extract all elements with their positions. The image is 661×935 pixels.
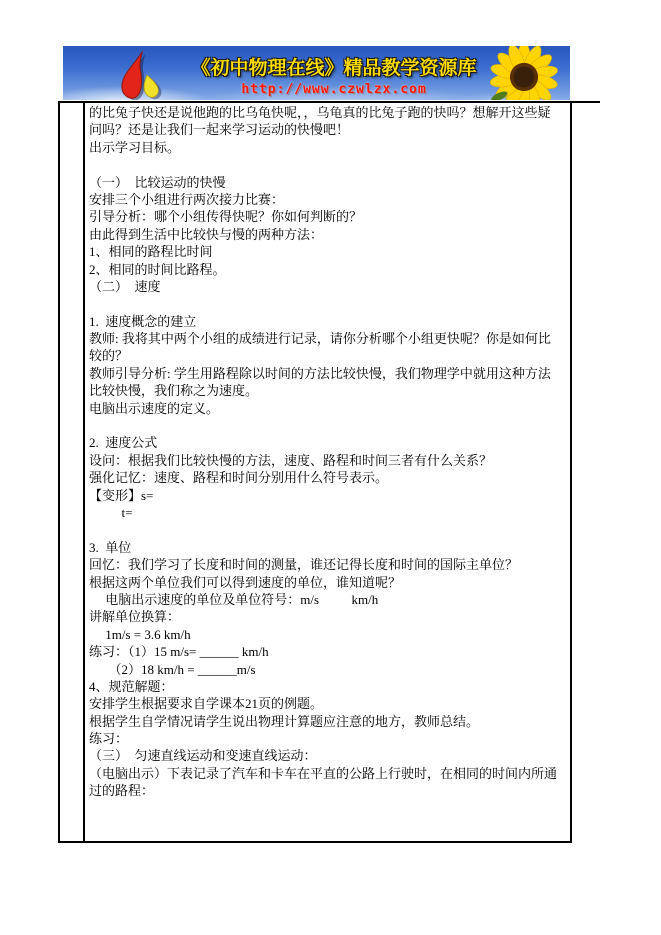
document-line: 讲解单位换算：: [89, 609, 181, 625]
sunflower-icon: [480, 46, 568, 100]
document-line: 教师引导分析: 学生用路程除以时间的方法比较快慢，我们物理学中就用这种方法: [89, 365, 551, 381]
document-line: 1m/s = 3.6 km/h: [89, 626, 191, 642]
document-line: 设问：根据我们比较快慢的方法，速度、路程和时间三者有什么关系？: [89, 452, 493, 468]
document-line: 安排学生根据要求自学课本21页的例题。: [89, 696, 324, 712]
document-line: 根据学生自学情况请学生说出物理计算题应注意的地方，教师总结。: [89, 713, 480, 729]
document-line: [89, 295, 567, 312]
document-line: 1、相同的路程比时间: [89, 244, 213, 260]
document-line: （一） 比较运动的快慢: [89, 174, 226, 190]
document-line: 根据这两个单位我们可以得到速度的单位，谁知道呢？: [89, 574, 402, 590]
document-line: 出示学习目标。: [89, 139, 181, 155]
document-line: 过的路程：: [89, 783, 155, 799]
document-line: （2）18 km/h = ______m/s: [89, 661, 256, 677]
document-line: 由此得到生活中比较快与慢的两种方法：: [89, 226, 324, 242]
banner-text-block: [183, 46, 485, 97]
document-line: 问吗？还是让我们一起来学习运动的快慢吧！: [89, 122, 350, 138]
document-line: 【变形】s=: [89, 487, 154, 503]
document-line: 比较快慢，我们称之为速度。: [89, 383, 259, 399]
table-left-column: [60, 103, 85, 841]
document-line: 练习：（1）15 m/s= ______ km/h: [89, 644, 269, 660]
document-line: [89, 156, 567, 173]
document-line: 2、相同的时间比路程。: [89, 261, 226, 277]
document-line: 回忆：我们学习了长度和时间的测量，谁还记得长度和时间的国际主单位？: [89, 557, 519, 573]
lesson-plan-table: [58, 101, 572, 843]
physics-site-logo-icon: [107, 48, 169, 100]
document-line: 3. 单位: [89, 539, 132, 555]
document-line: [89, 521, 567, 538]
document-line: （电脑出示）下表记录了汽车和卡车在平直的公路上行驶时，在相同的时间内所通: [89, 765, 558, 781]
banner-title: 《初中物理在线》精品教学资源库: [191, 57, 477, 79]
table-main-cell: [85, 103, 570, 841]
document-line: 安排三个小组进行两次接力比赛：: [89, 191, 285, 207]
document-line: 强化记忆：速度、路程和时间分别用什么符号表示。: [89, 470, 389, 486]
document-line: 电脑出示速度的定义。: [89, 400, 220, 416]
document-line: （三） 匀速直线运动和变速直线运动：: [89, 748, 317, 764]
document-line: 2. 速度公式: [89, 435, 158, 451]
document-line: 的比兔子快还是说他跑的比乌龟快呢，，乌龟真的比兔子跑的快吗？想解开这些疑: [89, 105, 551, 120]
document-line: 电脑出示速度的单位及单位符号：m/s km/h: [89, 591, 379, 607]
document-line: （二） 速度: [89, 278, 161, 294]
document-line: 4、规范解题：: [89, 678, 174, 694]
document-lines: [89, 104, 567, 800]
document-line: 引导分析：哪个小组传得快呢？你如何判断的？: [89, 209, 363, 225]
table-border-overhang: [572, 101, 600, 103]
document-line: 1. 速度概念的建立: [89, 313, 197, 329]
document-line: 教师: 我将其中两个小组的成绩进行记录，请你分析哪个小组更快呢？你是如何比: [89, 331, 551, 347]
document-line: t=: [89, 504, 133, 520]
document-line: 练习：: [89, 731, 129, 747]
document-line: 较的？: [89, 348, 129, 364]
banner-url-link[interactable]: http://www.czwlzx.com: [241, 82, 427, 97]
document-line: [89, 417, 567, 434]
site-banner[interactable]: [63, 46, 570, 100]
